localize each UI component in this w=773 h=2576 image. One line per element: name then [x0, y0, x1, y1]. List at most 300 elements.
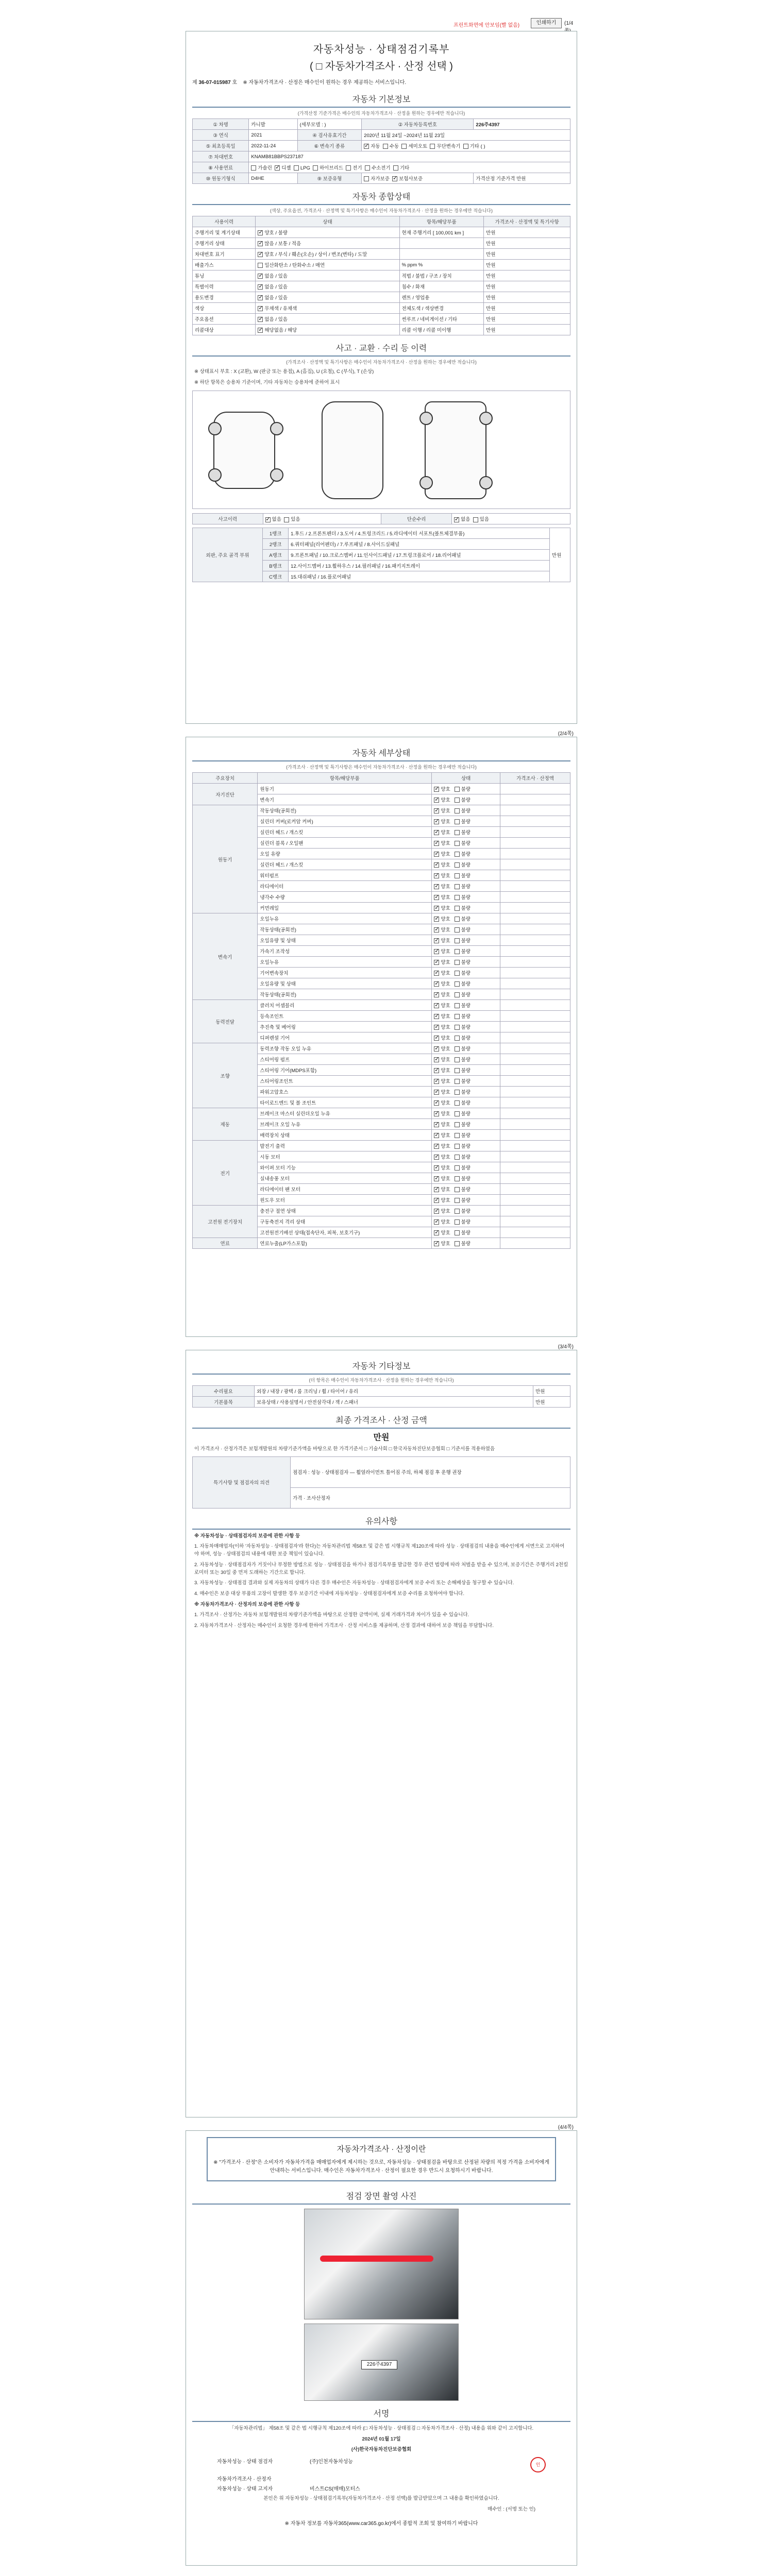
- checkbox-bad[interactable]: [455, 1057, 460, 1062]
- checkbox-good[interactable]: [434, 949, 439, 954]
- detail-item-price: [500, 989, 570, 1000]
- checkbox-good[interactable]: [434, 1003, 439, 1008]
- detail-item-label: 배력장치 상태: [258, 1130, 432, 1141]
- detail-item-price: [500, 784, 570, 794]
- frame-parts-table: 외판, 주요 골격 부위 1랭크 1.후드 / 2.프론트펜더 / 3.도어 / 4.트렁크리드 / 5.라디에이터 서포트(볼트체결부품) 만원 2랭크 6.쿼터패널(리어펜더) / 7.루프패널 / 8.사이드실패널 A랭크 9.프론트패널 / 10.크로스멤버 / 11.인사이드패널 / 17.트렁크플로어 / 18.리어패널 B랭크 12.사이드멤버 / 13.휠하우스 / 14.필러패널 / 16.패키지트레이 C랭크 15.대쉬패널 / 16.플로어패널: [192, 528, 570, 582]
- notice-title: 자동차가격조사 · 산정이란: [337, 2145, 426, 2154]
- detail-item-price: [500, 957, 570, 968]
- detail-item-label: 파워고압호스: [258, 1087, 432, 1097]
- year-label: ③ 연식: [193, 130, 249, 141]
- detail-item-state: ✓ 양호 불량: [432, 870, 500, 881]
- checkbox-good[interactable]: [434, 1057, 439, 1062]
- detail-item-state: ✓ 양호 불량: [432, 1151, 500, 1162]
- detail-item-price: [500, 1216, 570, 1227]
- extra-title: 자동차 기타정보: [192, 1358, 570, 1375]
- checkbox-good[interactable]: [434, 1187, 439, 1192]
- page-2: [186, 731, 577, 1337]
- checkbox-bad[interactable]: [455, 830, 460, 835]
- car-bottom-icon: [425, 401, 486, 499]
- table-row: [193, 1108, 570, 1119]
- checkbox-good[interactable]: [434, 819, 439, 824]
- sign-date: 2024년 01월 17일: [362, 2436, 401, 2442]
- detail-item-label: 작동상태(공회전): [258, 989, 432, 1000]
- checkbox-hydrogen[interactable]: [365, 165, 370, 171]
- license-plate: 226주4397: [361, 2360, 397, 2369]
- price-service-notice: [207, 2137, 556, 2181]
- checkbox-good[interactable]: [434, 1100, 439, 1106]
- checkbox-insurance-warranty[interactable]: [392, 176, 397, 181]
- detail-item-label: 커먼레일: [258, 903, 432, 913]
- checkbox-good[interactable]: [434, 1025, 439, 1030]
- detail-item-label: 오일유량 및 상태: [258, 935, 432, 946]
- sign-org: (사)한국자동차진단보증협회: [351, 2447, 412, 2453]
- checkbox-good[interactable]: [434, 1176, 439, 1181]
- detail-item-state: ✓ 양호 불량: [432, 1119, 500, 1130]
- device-group-label: 전기: [193, 1141, 258, 1206]
- checkbox-bad[interactable]: [455, 1068, 460, 1073]
- fuel-label: ⑧ 사용연료: [193, 162, 249, 173]
- reg-no-value: 226주4397: [474, 119, 570, 130]
- table-row: [193, 1141, 570, 1151]
- checkbox-good[interactable]: [434, 808, 439, 814]
- device-group-label: 제동: [193, 1108, 258, 1141]
- terms-head: ※ 자동차성능 · 상태점검자의 보증에 관한 사항 등: [194, 1533, 300, 1539]
- car-name-value: 카니발: [249, 119, 297, 130]
- checkbox-bad[interactable]: [455, 938, 460, 943]
- accident-label: 사고이력: [193, 514, 263, 524]
- detail-item-price: [500, 946, 570, 957]
- checkbox-bad[interactable]: [455, 1187, 460, 1192]
- page-1: [186, 31, 577, 724]
- checkbox-fuel-other[interactable]: [393, 165, 398, 171]
- engine-label: ⑩ 원동기형식: [193, 173, 249, 184]
- accident-note: (가격조사 · 산정액 및 특기사항은 매수인이 자동차가격조사 · 산정을 원하는 경우에만 적습니다): [286, 360, 477, 365]
- table-row: [193, 913, 570, 924]
- device-group-label: 고전원 전기장치: [193, 1206, 258, 1238]
- device-group-label: 원동기: [193, 805, 258, 913]
- extra-table: [192, 1385, 570, 1408]
- detail-item-label: 실린더 헤드 / 개스킷: [258, 859, 432, 870]
- detail-item-state: ✓ 양호 불량: [432, 1173, 500, 1184]
- checkbox-good[interactable]: [434, 960, 439, 965]
- detail-item-label: 브레이크 오일 누유: [258, 1119, 432, 1130]
- extra-note: (더 항목은 매수인이 자동차가격조사 · 산정을 원하는 경우에만 적습니다): [309, 1378, 454, 1383]
- checkbox-good[interactable]: [434, 787, 439, 792]
- checkbox-bad[interactable]: [455, 960, 460, 965]
- detail-item-price: [500, 1206, 570, 1216]
- detail-item-label: 원동기: [258, 784, 432, 794]
- checkbox-good[interactable]: [434, 1165, 439, 1171]
- inspection-photo-front: [304, 2209, 459, 2319]
- notice-text: ※ "가격조사 · 산정"은 소비자가 자동차가격을 매매업자에게 제시하는 것으로, 자동차성능 · 상태점검을 바탕으로 산정된 차량의 적정 가격을 소비자에게 안내하는 서비스입니다. 매수인은 자동차가격조사 · 산정이 필요한 경우 반드시 요청하시기 바랍니다.: [213, 2160, 549, 2174]
- car-damage-diagram: [192, 391, 570, 509]
- sign-title: 서명: [192, 2405, 570, 2422]
- detail-item-label: 스티어링 기어(MDPS포함): [258, 1065, 432, 1076]
- detail-item-state: ✓ 양호 불량: [432, 1000, 500, 1011]
- checkbox-bad[interactable]: [455, 1003, 460, 1008]
- detail-item-price: [500, 1195, 570, 1206]
- checkbox-bad[interactable]: [455, 1122, 460, 1127]
- checkbox-lpg[interactable]: [294, 165, 299, 171]
- table-row: [193, 1043, 570, 1054]
- table-row: [193, 805, 570, 816]
- page-2-number: (2/4쪽): [558, 731, 574, 737]
- accident-title: 사고 · 교환 · 수리 등 이력: [192, 340, 570, 357]
- detail-item-state: ✓ 양호 불량: [432, 903, 500, 913]
- detail-item-state: ✓ 양호 불량: [432, 859, 500, 870]
- first-reg-label: ⑤ 최초등록일: [193, 141, 249, 151]
- detail-item-state: ✓ 양호 불량: [432, 1184, 500, 1195]
- sign-law: 「자동차관리법」 제58조 및 같은 법 시행규칙 제120조에 따라 (□ 자동차성능 · 상태점검 □ 자동차가격조사 · 산정) 내용을 위와 같이 고지합니다.: [229, 2426, 534, 2431]
- detail-item-state: ✓ 양호 불량: [432, 978, 500, 989]
- detail-item-label: 등속조인트: [258, 1011, 432, 1022]
- checkbox-bad[interactable]: [455, 1133, 460, 1138]
- checkbox-good[interactable]: [434, 895, 439, 900]
- checkbox-bad[interactable]: [455, 1111, 460, 1116]
- headlamp-icon: [320, 2256, 433, 2262]
- detail-item-state: ✓ 양호 불량: [432, 1195, 500, 1206]
- transmission-label: ⑥ 변속기 종류: [297, 141, 362, 151]
- checkbox-diesel[interactable]: [275, 165, 280, 171]
- checkbox-bad[interactable]: [455, 1219, 460, 1225]
- checkbox-bad[interactable]: [455, 1100, 460, 1106]
- wheel-icon: [270, 468, 283, 482]
- vin-value: KNAMB81BBPS237187: [249, 151, 570, 162]
- summary-col-detail: 항목/해당부품: [399, 216, 484, 227]
- summary-note: (색상, 주요옵션, 가격조사 · 산정액 및 특기사항은 매수인이 자동차가격조사 · 산정을 원하는 경우에만 적습니다): [270, 208, 493, 213]
- detail-item-state: ✓ 양호 불량: [432, 827, 500, 838]
- detail-item-state: ✓ 양호 불량: [432, 1108, 500, 1119]
- detail-item-state: ✓ 양호 불량: [432, 913, 500, 924]
- detail-item-state: ✓ 양호 불량: [432, 881, 500, 892]
- checkbox-bad[interactable]: [455, 1014, 460, 1019]
- detail-item-state: ✓ 양호 불량: [432, 784, 500, 794]
- checkbox-good[interactable]: [434, 917, 439, 922]
- checkbox-bad[interactable]: [455, 1241, 460, 1246]
- detail-item-state: ✓ 양호 불량: [432, 1206, 500, 1216]
- checkbox-good[interactable]: [434, 1111, 439, 1116]
- table-row: 주행거리 상태 ✓ 많음 / 보통 / 적음 만원: [193, 238, 570, 249]
- checkbox-bad[interactable]: [455, 819, 460, 824]
- checkbox-bad[interactable]: [455, 1198, 460, 1203]
- seal-icon: 인: [530, 2457, 546, 2472]
- checkbox-hybrid[interactable]: [313, 165, 318, 171]
- detail-item-price: [500, 1141, 570, 1151]
- car-name-label: ① 차명: [193, 119, 249, 130]
- wheel-icon: [270, 422, 283, 435]
- checkbox-good[interactable]: [434, 927, 439, 933]
- checkbox-bad[interactable]: [455, 971, 460, 976]
- table-row: 주요옵션 ✓ 없음 / 있음 썬루프 / 네비게이션 / 기타 만원: [193, 314, 570, 325]
- device-group-label: 자기진단: [193, 784, 258, 805]
- checkbox-trans-other[interactable]: [463, 144, 468, 149]
- terms-paragraph: ※ 자동차가격조사 · 산정자의 보증에 관한 사항 등: [194, 1601, 300, 1607]
- detail-item-label: 구동축전지 격리 상태: [258, 1216, 432, 1227]
- detail-item-label: 라디에이터: [258, 881, 432, 892]
- table-row: 리콜대상 ✓ 해당없음 / 해당 리콜 이행 / 리콜 미이행 만원: [193, 325, 570, 335]
- car-side-left-icon: [213, 412, 275, 489]
- checkbox-bad[interactable]: [455, 1176, 460, 1181]
- checkbox-bad[interactable]: [455, 981, 460, 987]
- checkbox-bad[interactable]: [455, 787, 460, 792]
- document-subtitle: ( □ 자동차가격조사 · 산정 선택 ): [310, 61, 453, 72]
- terms-paragraph: 4. 매수인은 보증 대상 부품의 고장이 발생한 경우 보증기간 이내에 자동차성능 · 상태점검자에게 보증 수리를 요청하여야 합니다.: [194, 1591, 464, 1597]
- detail-item-state: ✓ 양호 불량: [432, 989, 500, 1000]
- checkbox-good[interactable]: [434, 1209, 439, 1214]
- checkbox-good[interactable]: [434, 1219, 439, 1225]
- detail-item-price: [500, 978, 570, 989]
- checkbox-bad[interactable]: [455, 992, 460, 997]
- checkbox-good[interactable]: [434, 1122, 439, 1127]
- checkbox-gasoline[interactable]: [251, 165, 256, 171]
- terms-paragraph: 1. 가격조사 · 산정가는 자동차 보험개발원의 차량기준가액을 바탕으로 산정한 금액이며, 실제 거래가격과 차이가 있을 수 있습니다.: [194, 1612, 469, 1618]
- detail-item-price: [500, 935, 570, 946]
- detail-item-state: ✓ 양호 불량: [432, 1043, 500, 1054]
- base-price: 가격산정 기준가격 만원: [474, 173, 570, 184]
- detail-item-label: 시동 모터: [258, 1151, 432, 1162]
- detail-item-label: 냉각수 수량: [258, 892, 432, 903]
- checkbox-good[interactable]: [434, 830, 439, 835]
- table-row: 특별이력 ✓ 없음 / 있음 침수 / 화재 만원: [193, 281, 570, 292]
- detail-item-label: 실린더 커버(로커암 커버): [258, 816, 432, 827]
- checkbox-good[interactable]: [434, 1144, 439, 1149]
- detail-item-label: 스티어링 펌프: [258, 1054, 432, 1065]
- checkbox-bad[interactable]: [455, 1144, 460, 1149]
- checkbox-bad[interactable]: [455, 927, 460, 933]
- detail-item-label: 가속기 조작성: [258, 946, 432, 957]
- detail-item-label: 기어변속장치: [258, 968, 432, 978]
- table-row: 튜닝 ✓ 없음 / 있음 적법 / 불법 / 구조 / 장치 만원: [193, 270, 570, 281]
- detail-item-price: [500, 1173, 570, 1184]
- checkbox-bad[interactable]: [455, 884, 460, 889]
- checkbox-auto[interactable]: [364, 144, 369, 149]
- checkbox-good[interactable]: [434, 981, 439, 987]
- detail-item-price: [500, 870, 570, 881]
- checkbox-good[interactable]: [434, 798, 439, 803]
- detail-item-price: [500, 1065, 570, 1076]
- checkbox-bad[interactable]: [455, 1046, 460, 1052]
- checkbox-good[interactable]: [434, 1241, 439, 1246]
- checkbox-bad[interactable]: [455, 1209, 460, 1214]
- detail-item-state: ✓ 양호 불량: [432, 1097, 500, 1108]
- repair-label: 단순수리: [381, 514, 452, 524]
- detail-item-price: [500, 1238, 570, 1249]
- detail-item-state: ✓ 양호 불량: [432, 892, 500, 903]
- checkbox-bad[interactable]: [455, 862, 460, 868]
- accident-legend-2: ※ 하단 항목은 승용차 기준이며, 기타 자동차는 승용차에 준하여 표시: [194, 379, 340, 385]
- detail-item-price: [500, 827, 570, 838]
- summary-col-price: 가격조사 · 산정액 및 특기사항: [484, 216, 570, 227]
- detail-item-state: ✓ 양호 불량: [432, 1141, 500, 1151]
- detail-item-price: [500, 1108, 570, 1119]
- checkbox-bad[interactable]: [455, 841, 460, 846]
- year-value: 2021: [249, 130, 297, 141]
- detail-item-label: 작동상태(공회전): [258, 805, 432, 816]
- reg-no-label: ② 자동차등록번호: [362, 119, 474, 130]
- transmission-options: ✓ 자동 수동 세미오토 무단변속기 기타 ( ): [362, 141, 570, 151]
- summary-col-state: 상태: [256, 216, 399, 227]
- summary-title: 자동차 종합상태: [192, 188, 570, 205]
- page-4-number: (4/4쪽): [558, 2125, 574, 2130]
- table-row: 수리필요 외장 / 내장 / 광택 / 룸 크리닝 / 휠 / 타이어 / 유리 만원: [193, 1386, 570, 1397]
- checkbox-cvt[interactable]: [430, 144, 435, 149]
- detail-title: 자동차 세부상태: [192, 744, 570, 761]
- table-row: 용도변경 ✓ 없음 / 있음 렌트 / 영업용 만원: [193, 292, 570, 303]
- checkbox-good[interactable]: [434, 1046, 439, 1052]
- checkbox-bad[interactable]: [455, 895, 460, 900]
- checkbox-bad[interactable]: [455, 1036, 460, 1041]
- checkbox-bad[interactable]: [455, 1230, 460, 1235]
- detail-item-price: [500, 892, 570, 903]
- table-row: 색상 ✓ 무채색 / 유채색 전체도색 / 색상변경 만원: [193, 303, 570, 314]
- checkbox-semi[interactable]: [401, 144, 407, 149]
- photos-title: 점검 장면 촬영 사진: [192, 2188, 570, 2205]
- detail-item-price: [500, 881, 570, 892]
- detail-item-label: 브레이크 마스터 실린더오일 누유: [258, 1108, 432, 1119]
- detail-table: 주요장치 항목/해당부품 상태 가격조사 · 산정액 자기진단 원동기 ✓ 양호 불량 변속기 ✓ 양호 불량 원동기 작동상태(공회전) ✓ 양호 불량 실린더 커버(로커암 커버) ✓ 양호 불량 실린더 헤드 / 개스킷 ✓ 양호 불량 실린더 블록 / 오일팬 ✓ 양호 불량 오일 유량 ✓ 양호 불량 실린더 헤드 / 개스킷 ✓ 양호 불량 워터펌프 ✓ 양호 불량 라디에이터 ✓ 양호 불량 냉각수 수량 ✓ 양호 불량 커먼레일 ✓ 양호 불량 변속기 오일누유 ✓ 양호 불량 작동상태(공회전) ✓ 양호 불량 오일유량 및 상태 ✓ 양호 불량 가속기 조작성 ✓ 양호 불량 오일누유 ✓ 양호 불량 기어변속장치 ✓ 양호 불량 오일유량 및 상태 ✓ 양호 불량 작동상태(공회전) ✓ 양호 불량 동력전달 클러치 어셈블리 ✓ 양호 불량 등속조인트 ✓ 양호 불량 추진축 및 베어링 ✓ 양호 불량 디퍼렌셜 기어 ✓ 양호 불량 조향 동력조향 작동 오일 누유 ✓ 양호 불량 스티어링 펌프 ✓ 양호 불량 스티어링 기어(MDPS포함) ✓ 양호 불량 스티어링조인트 ✓ 양호 불량 파워고압호스 ✓ 양호 불량 타이로드엔드 및 볼 조인트 ✓ 양호 불량 제동 브레이크 마스터 실린더오일 누유 ✓ 양호 불량 브레이크 오일 누유 ✓ 양호 불량 배력장치 상태 ✓ 양호 불량 전기 발전기 출력 ✓ 양호 불량 시동 모터 ✓ 양호 불량 와이퍼 모터 기능 ✓ 양호 불량 실내송풍 모터 ✓ 양호 불량 라디에이터 팬 모터 ✓ 양호 불량 윈도우 모터 ✓ 양호 불량 고전원 전기장치 충전구 절연 상태 ✓ 양호 불량 구동축전지 격리 상태 ✓ 양호 불량 고전원전기배선 상태(접속단자, 피복, 보호기구) ✓ 양호 불량 연료 연료누출(LP가스포함) ✓ 양호 불량: [192, 772, 570, 1249]
- checkbox-good[interactable]: [434, 1068, 439, 1073]
- final-price-note: 이 가격조사 · 산정가격은 보험개발원의 차량기준가액을 바탕으로 한 가격기준서 □ 기술사회 □ 한국자동차진단보증협회 □ 기준서를 적용하였음: [194, 1446, 495, 1452]
- table-row: 주행거리 및 계기상태 ✓ 양호 / 불량 현재 주행거리 [ 100,001 km ] 만원: [193, 227, 570, 238]
- checkbox-self-warranty[interactable]: [364, 176, 369, 181]
- detail-item-state: ✓ 양호 불량: [432, 1238, 500, 1249]
- document-number: 제 36-07-015987 호 ※ 자동차가격조사 · 산정은 매수인이 원하는 경우 제공하는 서비스입니다.: [192, 80, 407, 86]
- checkbox-good[interactable]: [434, 1230, 439, 1235]
- detail-item-state: ✓ 양호 불량: [432, 1011, 500, 1022]
- signer-row: 자동차가격조사 · 산정자: [217, 2477, 272, 2483]
- detail-item-label: 발전기 출력: [258, 1141, 432, 1151]
- detail-item-price: [500, 1130, 570, 1141]
- detail-item-state: ✓ 양호 불량: [432, 838, 500, 849]
- checkbox-bad[interactable]: [455, 917, 460, 922]
- checkbox-good[interactable]: [434, 938, 439, 943]
- checkbox-electric[interactable]: [346, 165, 351, 171]
- checkbox-bad[interactable]: [455, 1090, 460, 1095]
- checkbox-good[interactable]: [434, 992, 439, 997]
- detail-item-state: ✓ 양호 불량: [432, 1227, 500, 1238]
- checkbox-bad[interactable]: [455, 1155, 460, 1160]
- detail-item-label: 충전구 절연 상태: [258, 1206, 432, 1216]
- detail-item-label: 타이로드엔드 및 볼 조인트: [258, 1097, 432, 1108]
- checkbox-bad[interactable]: [455, 798, 460, 803]
- detail-item-state: ✓ 양호 불량: [432, 1032, 500, 1043]
- checkbox-good[interactable]: [434, 1090, 439, 1095]
- detail-item-label: 추진축 및 베어링: [258, 1022, 432, 1032]
- print-button[interactable]: 인쇄하기: [531, 18, 562, 28]
- fuel-options: 가솔린 ✓ 디젤 LPG 하이브리드 전기 수소전기 기타: [249, 162, 570, 173]
- detail-item-state: ✓ 양호 불량: [432, 924, 500, 935]
- terms-title: 유의사항: [192, 1513, 570, 1530]
- detail-item-price: [500, 849, 570, 859]
- document-title: 자동차성능 · 상태점검기록부: [313, 44, 450, 55]
- checkbox-bad[interactable]: [455, 1165, 460, 1171]
- checkbox-good[interactable]: [434, 841, 439, 846]
- engine-value: D4HE: [249, 173, 297, 184]
- detail-item-state: ✓ 양호 불량: [432, 1065, 500, 1076]
- inspection-value: 2020년 11월 24일 ~2024년 11월 23일: [362, 130, 570, 141]
- checkbox-good[interactable]: [434, 1198, 439, 1203]
- detail-item-price: [500, 1097, 570, 1108]
- detail-item-price: [500, 794, 570, 805]
- detail-item-label: 와이퍼 모터 기능: [258, 1162, 432, 1173]
- detail-item-price: [500, 903, 570, 913]
- checkbox-good[interactable]: [434, 1036, 439, 1041]
- checkbox-good[interactable]: [434, 971, 439, 976]
- detail-item-price: [500, 1076, 570, 1087]
- checkbox-good[interactable]: [434, 884, 439, 889]
- checkbox-good[interactable]: [434, 1133, 439, 1138]
- detail-item-price: [500, 913, 570, 924]
- final-price-amount: 만원: [373, 1433, 390, 1442]
- checkbox-good[interactable]: [434, 906, 439, 911]
- checkbox-bad[interactable]: [455, 808, 460, 814]
- page-3: [186, 1344, 577, 2117]
- checkbox-good[interactable]: [434, 1155, 439, 1160]
- vin-label: ⑦ 차대번호: [193, 151, 249, 162]
- detail-item-price: [500, 1000, 570, 1011]
- detail-item-state: ✓ 양호 불량: [432, 1162, 500, 1173]
- accident-legend: ※ 상태표시 부호 : X (교환), W (판금 또는 용접), A (흠집), U (요철), C (부식), T (손상): [194, 369, 374, 375]
- checkbox-bad[interactable]: [455, 1079, 460, 1084]
- table-row: 차대번호 표기 ✓ 양호 / 부식 / 훼손(오손) / 상이 / 변조(변타) / 도말 만원: [193, 249, 570, 260]
- checkbox-bad[interactable]: [455, 949, 460, 954]
- terms-paragraph: 1. 자동차매매업자(이하 '자동차성능 · 상태점검자'라 한다)는 자동차관리법 제58조 및 같은 법 시행규칙 제120조에 따라 성능 · 상태점검의 내용을 매수인에게 서면으로 고지하여야 하며, 성능 · 상태점검의 내용에 대한 보증 책임이 있습니다.: [194, 1544, 565, 1557]
- detail-item-price: [500, 1184, 570, 1195]
- first-reg-value: 2022-11-24: [249, 141, 297, 151]
- detail-item-price: [500, 1043, 570, 1054]
- checkbox-bad[interactable]: [455, 1025, 460, 1030]
- detail-item-label: 워터펌프: [258, 870, 432, 881]
- checkbox-bad[interactable]: [455, 906, 460, 911]
- detail-item-label: 동력조향 작동 오일 누유: [258, 1043, 432, 1054]
- checkbox-good[interactable]: [434, 1079, 439, 1084]
- terms-paragraph: 2. 자동차성능 · 상태점검자가 거짓이나 부정한 방법으로 성능 · 상태점검을 하거나 점검기록부를 발급한 경우 관련 법령에 따라 처벌을 받을 수 있으며, 보증기간은 주행거리 2천킬로미터 또는 30일 중 먼저 도래하는 기간으로 합니다.: [194, 1562, 568, 1575]
- checkbox-manual[interactable]: [383, 144, 388, 149]
- checkbox-bad[interactable]: [455, 852, 460, 857]
- special-notes-table: 특기사항 및 점검자의 의견 점검자 : 성능 · 상태점검자 — 휠얼라이먼트 틀어짐 주의, 하체 점검 후 운행 권장 가격 · 조사산정자: [192, 1456, 570, 1509]
- detail-item-price: [500, 1022, 570, 1032]
- detail-item-price: [500, 816, 570, 827]
- signer-row: 자동차성능 · 상태 고지자 비스트CS(매매)모터스: [217, 2486, 360, 2493]
- checkbox-good[interactable]: [434, 873, 439, 878]
- detail-item-price: [500, 838, 570, 849]
- basic-info-title: 자동차 기본정보: [192, 91, 570, 108]
- detail-item-label: 오일누유: [258, 957, 432, 968]
- checkbox-good[interactable]: [434, 1014, 439, 1019]
- terms-paragraph: 3. 자동차성능 · 상태점검 결과와 실제 자동차의 상태가 다른 경우 매수인은 자동차성능 · 상태점검자에게 보증 수리 또는 손해배상을 청구할 수 있습니다.: [194, 1580, 514, 1586]
- warranty-options: 자가보증 ✓ 보험사보증: [362, 173, 474, 184]
- table-row: 기본품목 보유상태 / 사용설명서 / 안전삼각대 / 잭 / 스패너 만원: [193, 1397, 570, 1408]
- terms-paragraph: 2. 자동차가격조사 · 산정자는 매수인이 요청한 경우에 한하여 가격조사 · 산정 서비스를 제공하며, 산정 결과에 대하여 보증 책임을 부담합니다.: [194, 1623, 494, 1629]
- device-group-label: 변속기: [193, 913, 258, 1000]
- detail-item-state: ✓ 양호 불량: [432, 957, 500, 968]
- detail-item-price: [500, 1087, 570, 1097]
- checkbox-good[interactable]: [434, 862, 439, 868]
- detail-item-label: 연료누출(LP가스포함): [258, 1238, 432, 1249]
- checkbox-good[interactable]: [434, 852, 439, 857]
- buyer-sign: 매수인 : (서명 또는 인): [488, 2506, 535, 2512]
- detail-item-state: ✓ 양호 불량: [432, 849, 500, 859]
- detail-item-price: [500, 924, 570, 935]
- detail-item-label: 디퍼렌셜 기어: [258, 1032, 432, 1043]
- detail-note: (가격조사 · 산정액 및 특기사항은 매수인이 자동차가격조사 · 산정을 원하는 경우에만 적습니다): [286, 765, 477, 770]
- accident-history-table: 사고이력 ✓ 없음 있음 단순수리 ✓ 없음 있음: [192, 513, 570, 524]
- checkbox-bad[interactable]: [455, 873, 460, 878]
- detail-item-label: 윈도우 모터: [258, 1195, 432, 1206]
- detail-item-label: 실내송풍 모터: [258, 1173, 432, 1184]
- basic-info-table: [192, 118, 570, 184]
- detail-item-label: 라디에이터 팬 모터: [258, 1184, 432, 1195]
